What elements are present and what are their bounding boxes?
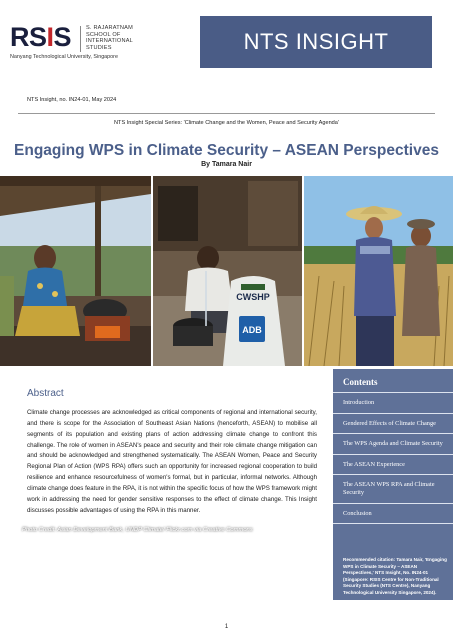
abstract-heading: Abstract	[27, 388, 64, 399]
contents-item-introduction[interactable]: Introduction	[333, 392, 453, 413]
page-number: 1	[224, 624, 229, 630]
photo-woman-cooking	[0, 176, 151, 366]
series-title: NTS Insight Special Series: 'Climate Change and the Women, Peace and Security Agenda'	[114, 120, 339, 126]
sign-text-adb: ADB	[242, 325, 262, 335]
header	[0, 0, 453, 78]
logo-divider	[80, 26, 81, 52]
logo-university: Nanyang Technological University, Singapore	[10, 54, 118, 60]
logo-school-name: S. RAJARATNAM SCHOOL OF INTERNATIONAL STUDIES	[86, 25, 133, 51]
banner-title: NTS INSIGHT	[243, 29, 389, 54]
contents-list	[333, 392, 453, 524]
publication-number: NTS Insight, no. IN24-01, May 2024	[27, 97, 117, 103]
contents-sidebar	[333, 369, 453, 600]
recommended-citation: Recommended citation: Tamara Nair, 'Engaging WPS in Climate Security – ASEAN Perspectives,' NTS Insight, No. IN24-01 (Singapore: RSIS Centre for Non-Traditional Security Studies (NTS Centre), Nanyang Technological University Singapore, 2024).	[343, 557, 447, 595]
rsis-logo	[10, 18, 185, 64]
logo-wordmark	[10, 22, 71, 53]
page-title: Engaging WPS in Climate Security – ASEAN Perspectives	[14, 142, 439, 159]
contents-item-asean-wps-rpa[interactable]: The ASEAN WPS RPA and Climate Security	[333, 474, 453, 502]
logo-wordmark-text: RSIS	[10, 22, 72, 52]
contents-item-wps-agenda[interactable]: The WPS Agenda and Climate Security	[333, 433, 453, 454]
abstract-body: Climate change processes are acknowledged as critical components of regional and international security, and there is scope for the Association of Southeast Asian Nations (henceforth, ASEAN) to mobilise all segments of its population and existing plans of action addressing climate change to confront this challenge. The role of women in ASEAN's peace and security and their role climate change mitigation can and should be acknowledged and strengthened systematically. The ASEAN Women, Peace and Security Regional Plan of Action (WPS RPA) offers such an opportunity for increased regional cooperation to build resilience and enhance resourcefulness of women's formal, but in particular, informal networks. Although climate change does feature in the RPA, it is not within the specific focus of how the WPS framework might work in addressing the need for gender sensitive responses to the effect of climate change. This Insight discusses possible advantages of using the RPA in this manner.	[27, 409, 317, 514]
photo-rice-field	[304, 176, 453, 366]
photo-water-tap	[153, 176, 302, 366]
contents-item-gendered-effects[interactable]: Gendered Effects of Climate Change	[333, 413, 453, 434]
contents-end-rule	[333, 523, 453, 524]
nts-insight-banner	[200, 16, 432, 68]
contents-title: Contents	[343, 377, 378, 387]
sign-text-cwshp: CWSHP	[236, 292, 270, 302]
byline: By Tamara Nair	[201, 161, 252, 168]
divider-rule	[18, 113, 435, 114]
contents-item-asean-experience[interactable]: The ASEAN Experience	[333, 454, 453, 475]
contents-item-conclusion[interactable]: Conclusion	[333, 503, 453, 524]
photo-credit: Photo Credit: Asian Development Bank, UNDP Climate/ Flickr.com via Creative Commons	[22, 527, 253, 533]
